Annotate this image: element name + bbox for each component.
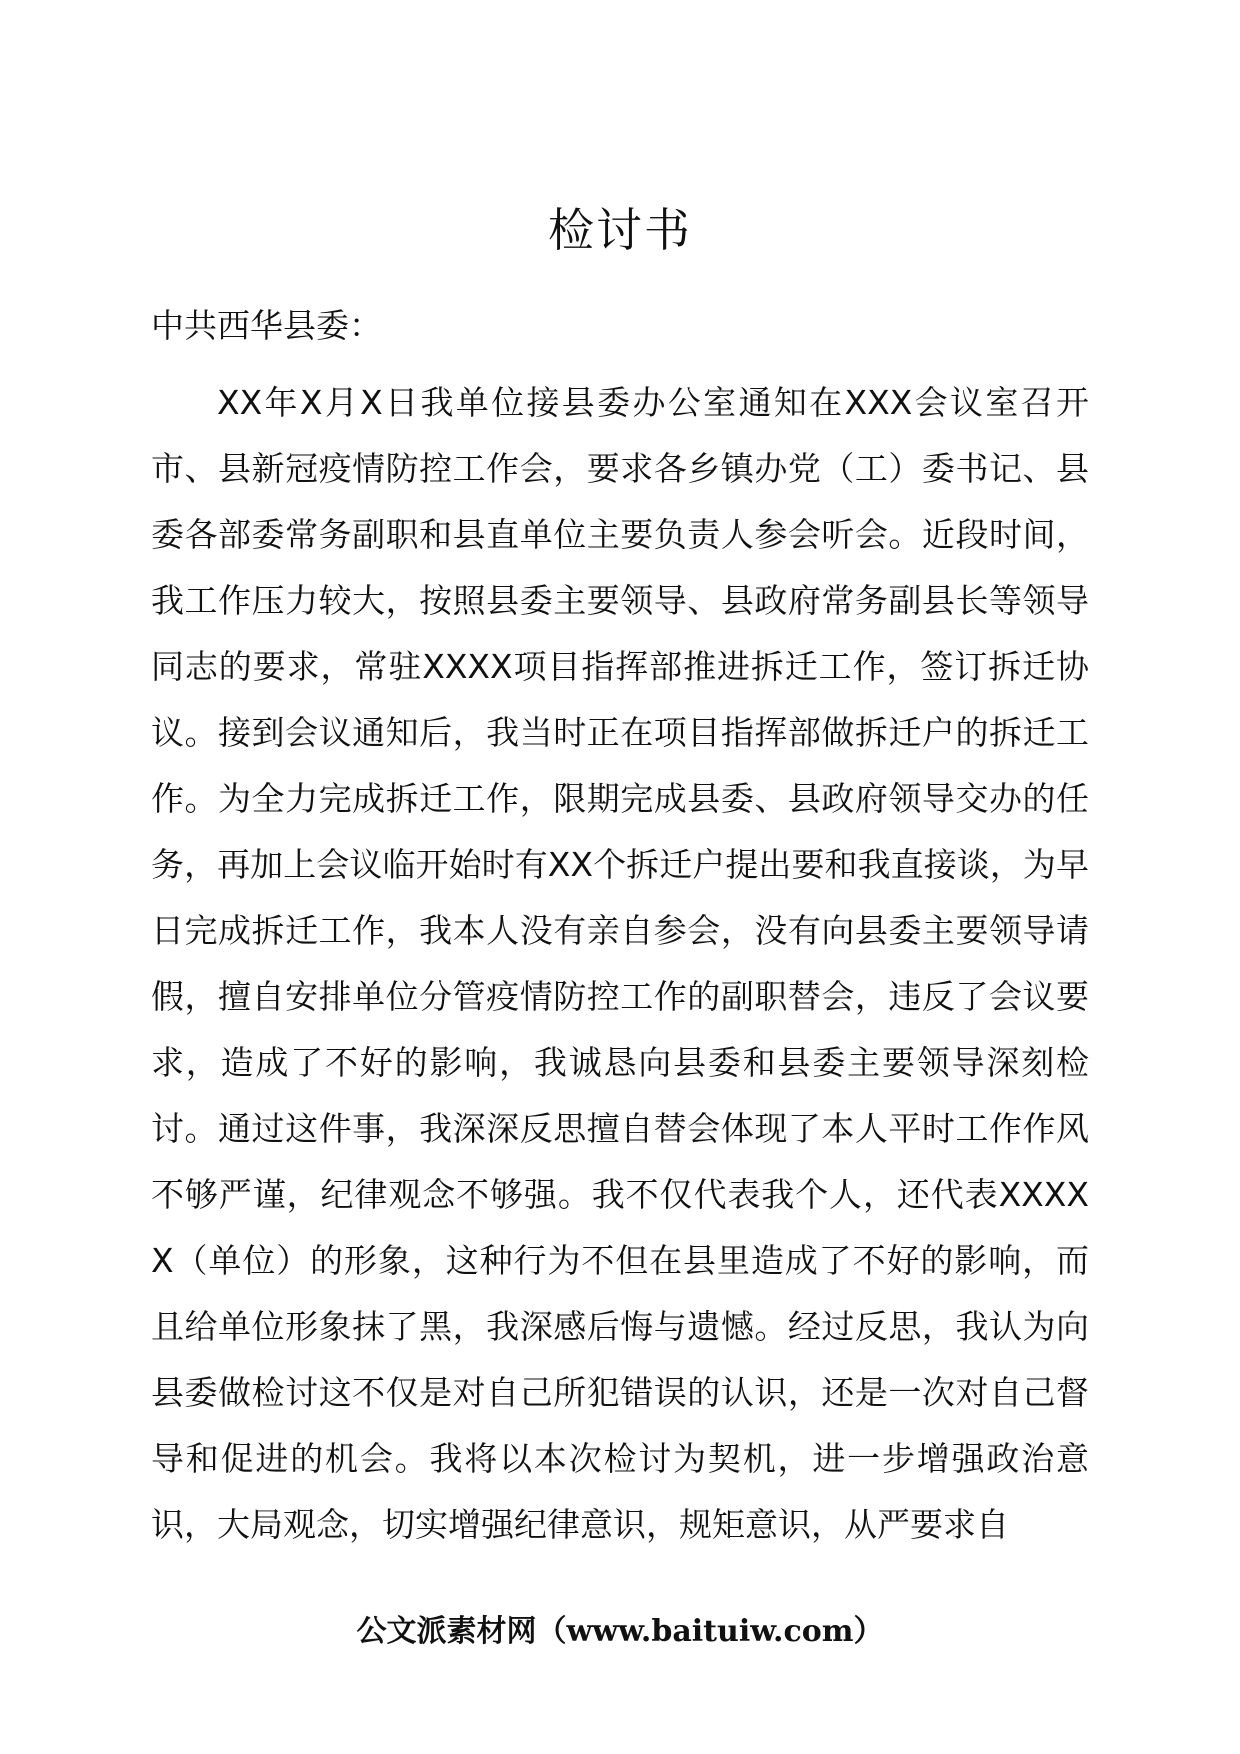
footer-watermark: 公文派素材网（www.baituiw.com） bbox=[356, 1614, 884, 1649]
body-paragraph: XX年X月X日我单位接县委办公室通知在XXX会议室召开市、县新冠疫情防控工作会，要求各乡镇办党（工）委书记、县委各部委常务副职和县直单位主要负责人参会听会。近段时间，我工作压力较大，按照县委主要领导、县政府常务副县长等领导同志的要求，常驻XXXX项目指挥部推进拆迁工作，签订拆迁协议。接到会议通知后，我当时正在项目指挥部做拆迁户的拆迁工作。为全力完成拆迁工作，限期完成县委、县政府领导交办的任务，再加上会议临开始时有XX个拆迁户提出要和我直接谈，为早日完成拆迁工作，我本人没有亲自参会，没有向县委主要领导请假，擅自安排单位分管疫情防控工作的副职替会，违反了会议要求，造成了不好的影响，我诚恳向县委和县委主要领导深刻检讨。通过这件事，我深深反思擅自替会体现了本人平时工作作风不够严谨，纪律观念不够强。我不仅代表我个人，还代表XXXXX（单位）的形象，这种行为不但在县里造成了不好的影响，而且给单位形象抹了黑，我深感后悔与遗憾。经过反思，我认为向县委做检讨这不仅是对自己所犯错误的认识，还是一次对自己督导和促进的机会。我将以本次检讨为契机，进一步增强政治意识，大局观念，切实增强纪律意识，规矩意识，从严要求自 bbox=[151, 383, 1089, 1544]
salutation: 中共西华县委： bbox=[151, 306, 382, 345]
document-title: 检讨书 bbox=[548, 203, 692, 257]
